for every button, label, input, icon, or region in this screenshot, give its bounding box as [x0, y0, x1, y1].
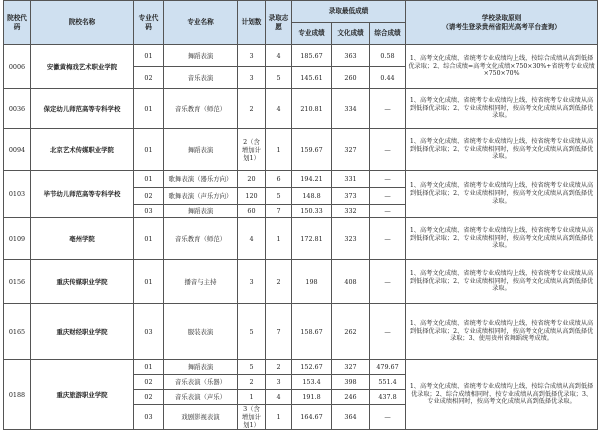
major-name: 戏剧影视表演 — [164, 405, 238, 430]
school-name: 北京艺术传媒职业学院 — [31, 129, 134, 171]
composite-score: — — [370, 304, 406, 360]
school-name: 毕节幼儿师范高等专科学校 — [31, 171, 134, 218]
major-code: 03 — [134, 205, 164, 218]
culture-score: 398 — [332, 375, 370, 390]
culture-score: 246 — [332, 390, 370, 405]
plan-count: 3（含增加计划1） — [238, 405, 266, 430]
composite-score: 0.44 — [370, 67, 406, 89]
major-name: 舞蹈表演 — [164, 129, 238, 171]
culture-score: 364 — [332, 405, 370, 430]
major-code: 02 — [134, 67, 164, 89]
culture-score: 363 — [332, 45, 370, 67]
volunteer: 2 — [266, 260, 292, 304]
major-score: 158.67 — [292, 304, 332, 360]
major-code: 02 — [134, 375, 164, 390]
culture-score: 327 — [332, 360, 370, 375]
major-name: 音乐教育（师范） — [164, 89, 238, 129]
admission-rules: 1、高考文化成绩、省统考专业成绩均上线，按省统考专业成绩从高到低择优录取；2、专业成绩相同时，按高考文化成绩从高到低择优录取。 — [406, 171, 598, 218]
school-name: 重庆旅游职业学院 — [31, 360, 134, 430]
volunteer: 1 — [266, 129, 292, 171]
plan-count: 4 — [238, 218, 266, 260]
major-code: 02 — [134, 390, 164, 405]
composite-score: — — [370, 129, 406, 171]
header-major-score: 专业成绩 — [292, 23, 332, 45]
admission-table — [3, 0, 598, 430]
plan-count: 3 — [238, 45, 266, 67]
header-culture-score: 文化成绩 — [332, 23, 370, 45]
culture-score: 332 — [332, 205, 370, 218]
admission-rules: 1、高考文化成绩、省统考专业成绩均上线，按省统考专业成绩从高到低择优录取；2、专业成绩相同时，按高考文化成绩从高到低择优录取。 — [406, 89, 598, 129]
major-code: 01 — [134, 171, 164, 188]
volunteer: 5 — [266, 67, 292, 89]
major-score: 153.4 — [292, 375, 332, 390]
plan-count: 3 — [238, 260, 266, 304]
major-name: 播音与主持 — [164, 260, 238, 304]
plan-count: 3 — [238, 67, 266, 89]
plan-count: 2（含增加计划1） — [238, 129, 266, 171]
major-name: 歌舞表演（声乐方向） — [164, 188, 238, 205]
header-school-code: 院校代码 — [4, 1, 31, 45]
major-score: 159.67 — [292, 129, 332, 171]
major-code: 01 — [134, 260, 164, 304]
major-score: 164.67 — [292, 405, 332, 430]
plan-count: 60 — [238, 205, 266, 218]
culture-score: 323 — [332, 218, 370, 260]
header-rules — [406, 1, 598, 45]
major-score: 172.81 — [292, 218, 332, 260]
culture-score: 327 — [332, 129, 370, 171]
volunteer: 4 — [266, 390, 292, 405]
school-name: 重庆传媒职业学院 — [31, 260, 134, 304]
plan-count: 120 — [238, 188, 266, 205]
school-name: 安徽黄梅戏艺术职业学院 — [31, 45, 134, 89]
major-score: 194.21 — [292, 171, 332, 188]
major-name: 音乐教育（师范） — [164, 218, 238, 260]
major-score: 148.8 — [292, 188, 332, 205]
volunteer: 3 — [266, 375, 292, 390]
major-code: 01 — [134, 45, 164, 67]
school-code: 0156 — [4, 260, 31, 304]
culture-score: 408 — [332, 260, 370, 304]
major-name: 音乐表演（声乐） — [164, 390, 238, 405]
header-school-name: 院校名称 — [31, 1, 134, 45]
major-name: 舞蹈表演 — [164, 205, 238, 218]
admission-rules: 1、高考文化成绩、省统考专业成绩均上线，按省统考专业成绩从高到低择优录取；2、专业成绩相同时，按高考文化成绩从高到低择优录取。 — [406, 260, 598, 304]
header-composite-score: 综合成绩 — [370, 23, 406, 45]
composite-score: — — [370, 205, 406, 218]
school-name: 亳州学院 — [31, 218, 134, 260]
composite-score: 437.8 — [370, 390, 406, 405]
plan-count: 5 — [238, 304, 266, 360]
plan-count: 1 — [238, 390, 266, 405]
admission-rules: 1、高考文化成绩、省统考专业成绩均上线，按综合成绩从高到低择优录取；2、综合成绩相同时，按专业成绩从高到低择优录取；3、专业成绩相同时，按高考文化成绩从高到低择优录取。 — [406, 360, 598, 430]
major-score: 145.61 — [292, 67, 332, 89]
composite-score: — — [370, 171, 406, 188]
header-major-name: 专业名称 — [164, 1, 238, 45]
major-score: 152.67 — [292, 360, 332, 375]
admission-rules: 1、高考文化成绩、省统考专业成绩均上线，按省统考专业成绩从高到低择优录取；2、专业成绩相同时，按高考文化成绩从高到低择优录取；3、使用贵州省舞蹈统考成绩。 — [406, 304, 598, 360]
volunteer: 1 — [266, 405, 292, 430]
culture-score: 373 — [332, 188, 370, 205]
composite-score: — — [370, 260, 406, 304]
school-name: 重庆财经职业学院 — [31, 304, 134, 360]
plan-count: 2 — [238, 89, 266, 129]
major-score: 198 — [292, 260, 332, 304]
major-score: 150.33 — [292, 205, 332, 218]
volunteer: 1 — [266, 218, 292, 260]
culture-score: 331 — [332, 171, 370, 188]
major-code: 03 — [134, 304, 164, 360]
major-name: 舞蹈表演 — [164, 360, 238, 375]
header-plan: 计划数 — [238, 1, 266, 45]
header-major-code: 专业代码 — [134, 1, 164, 45]
major-code: 01 — [134, 129, 164, 171]
admission-rules: 1、高考文化成绩、省统考专业成绩均上线，按综合成绩从高到低择优录取；2、综合成绩=高考文化成绩×750×30%+省统考专业成绩×750×70% — [406, 45, 598, 89]
major-score: 210.81 — [292, 89, 332, 129]
school-code: 0165 — [4, 304, 31, 360]
major-name: 舞蹈表演 — [164, 45, 238, 67]
major-name: 歌舞表演（器乐方向） — [164, 171, 238, 188]
major-code: 01 — [134, 218, 164, 260]
plan-count: 20 — [238, 171, 266, 188]
plan-count: 5 — [238, 360, 266, 375]
composite-score: — — [370, 89, 406, 129]
admission-rules: 1、高考文化成绩、省统考专业成绩均上线，按省统考专业成绩从高到低择优录取；2、专业成绩相同时，按高考文化成绩从高到低择优录取。 — [406, 129, 598, 171]
composite-score: — — [370, 218, 406, 260]
volunteer: 4 — [266, 89, 292, 129]
culture-score: 334 — [332, 89, 370, 129]
composite-score: 0.58 — [370, 45, 406, 67]
major-name: 音乐表演 — [164, 67, 238, 89]
major-code: 02 — [134, 188, 164, 205]
major-code: 01 — [134, 89, 164, 129]
volunteer: 7 — [266, 205, 292, 218]
major-score: 185.67 — [292, 45, 332, 67]
volunteer: 4 — [266, 45, 292, 67]
composite-score: 551.4 — [370, 375, 406, 390]
school-code: 0036 — [4, 89, 31, 129]
header-volunteer: 录取志愿 — [266, 1, 292, 45]
composite-score: — — [370, 188, 406, 205]
volunteer: 5 — [266, 188, 292, 205]
composite-score: — — [370, 405, 406, 430]
school-code: 0109 — [4, 218, 31, 260]
school-code: 0103 — [4, 171, 31, 218]
school-name: 保定幼儿师范高等专科学校 — [31, 89, 134, 129]
composite-score: 479.67 — [370, 360, 406, 375]
admission-rules: 1、高考文化成绩、省统考专业成绩均上线，按省统考专业成绩从高到低择优录取；2、专业成绩相同时，按高考文化成绩从高到低择优录取。 — [406, 218, 598, 260]
major-code: 01 — [134, 360, 164, 375]
major-name: 音乐表演（乐器） — [164, 375, 238, 390]
header-min-scores: 录取最低成绩 — [292, 1, 406, 23]
volunteer: 6 — [266, 171, 292, 188]
major-name: 服装表演 — [164, 304, 238, 360]
major-score: 191.8 — [292, 390, 332, 405]
school-code: 0006 — [4, 45, 31, 89]
school-code: 0094 — [4, 129, 31, 171]
culture-score: 262 — [332, 304, 370, 360]
header-rules-note: （请考生登录贵州省阳光高考平台查询） — [442, 22, 561, 31]
header-rules-title: 学校录取原则 — [481, 14, 522, 23]
school-code: 0188 — [4, 360, 31, 430]
plan-count: 2 — [238, 375, 266, 390]
culture-score: 260 — [332, 67, 370, 89]
volunteer: 7 — [266, 304, 292, 360]
volunteer: 2 — [266, 360, 292, 375]
major-code: 03 — [134, 405, 164, 430]
